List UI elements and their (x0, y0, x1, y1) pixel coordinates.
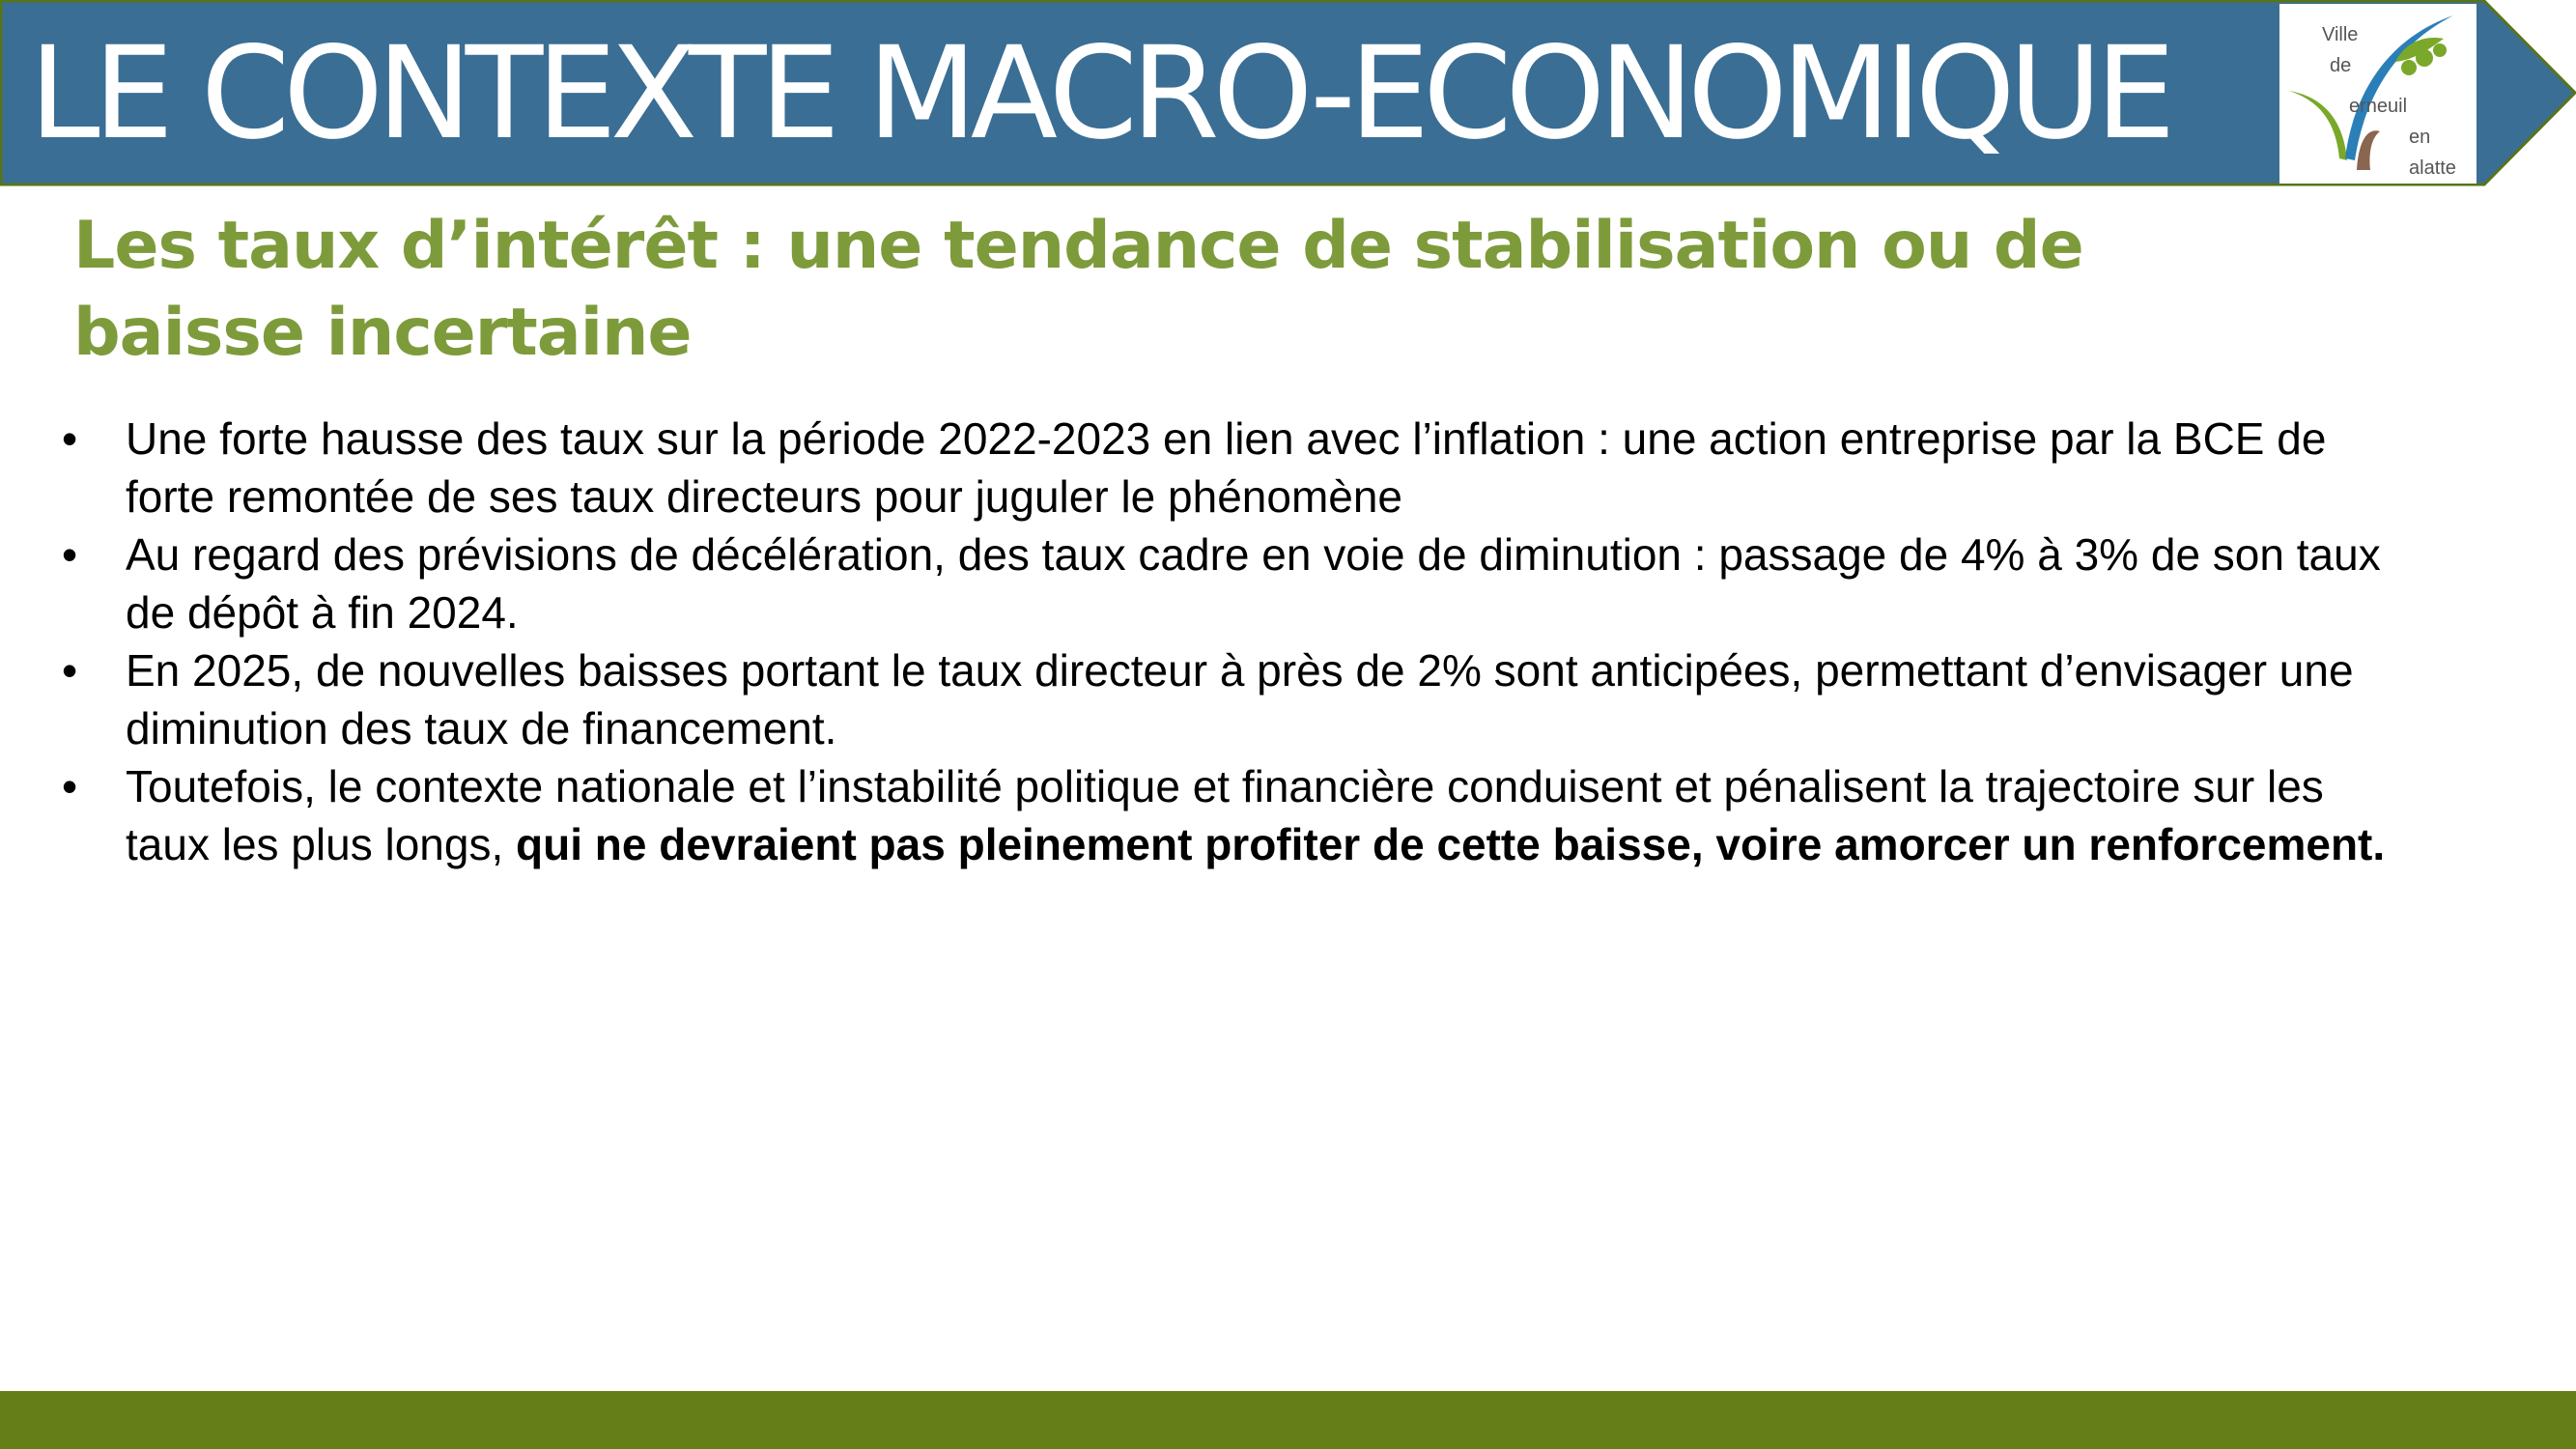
bullet-item (62, 410, 2419, 526)
svg-text:alatte: alatte (2409, 157, 2456, 179)
footer-bar (0, 1391, 2576, 1449)
bullet-item (62, 526, 2419, 641)
svg-text:Ville: Ville (2322, 24, 2359, 45)
bullet-marker: • (62, 761, 78, 811)
bullet-text: Toutefois, le contexte nationale et l’instabilité politique et financière conduisent et pénalisent la trajectoire sur les taux les plus longs, (126, 761, 2324, 869)
bullet-text: Une forte hausse des taux sur la période 2022-2023 en lien avec l’inflation : une action entreprise par la BCE de forte remontée de ses taux directeurs pour juguler le phénomène (126, 413, 2327, 522)
bullet-marker: • (62, 413, 78, 464)
page-title: LE CONTEXTE MACRO-ECONOMIQUE (29, 19, 2169, 168)
bullet-marker: • (62, 645, 78, 696)
bullet-text: Au regard des prévisions de décélération, des taux cadre en voie de diminution : passage de 4% à 3% de son taux de dépôt à fin 2024. (126, 529, 2381, 638)
bullet-item (62, 757, 2419, 873)
town-logo (2279, 4, 2477, 184)
bullet-emphasis-text: qui ne devraient pas pleinement profiter de cette baisse, voire amorcer un renforcement. (516, 819, 2386, 869)
svg-text:erneuil: erneuil (2349, 96, 2408, 117)
bullet-marker: • (62, 529, 78, 580)
bullet-text: En 2025, de nouvelles baisses portant le taux directeur à près de 2% sont anticipées, permettant d’envisager une diminution des taux de financement. (126, 645, 2354, 753)
svg-text:en: en (2409, 127, 2431, 148)
svg-text:de: de (2330, 55, 2352, 76)
header-banner (0, 0, 2576, 186)
bullet-list (62, 410, 2419, 873)
slide-subtitle: Les taux d’intérêt : une tendance de stabilisation ou de baisse incertaine (73, 208, 2083, 371)
bullet-item (62, 641, 2419, 757)
